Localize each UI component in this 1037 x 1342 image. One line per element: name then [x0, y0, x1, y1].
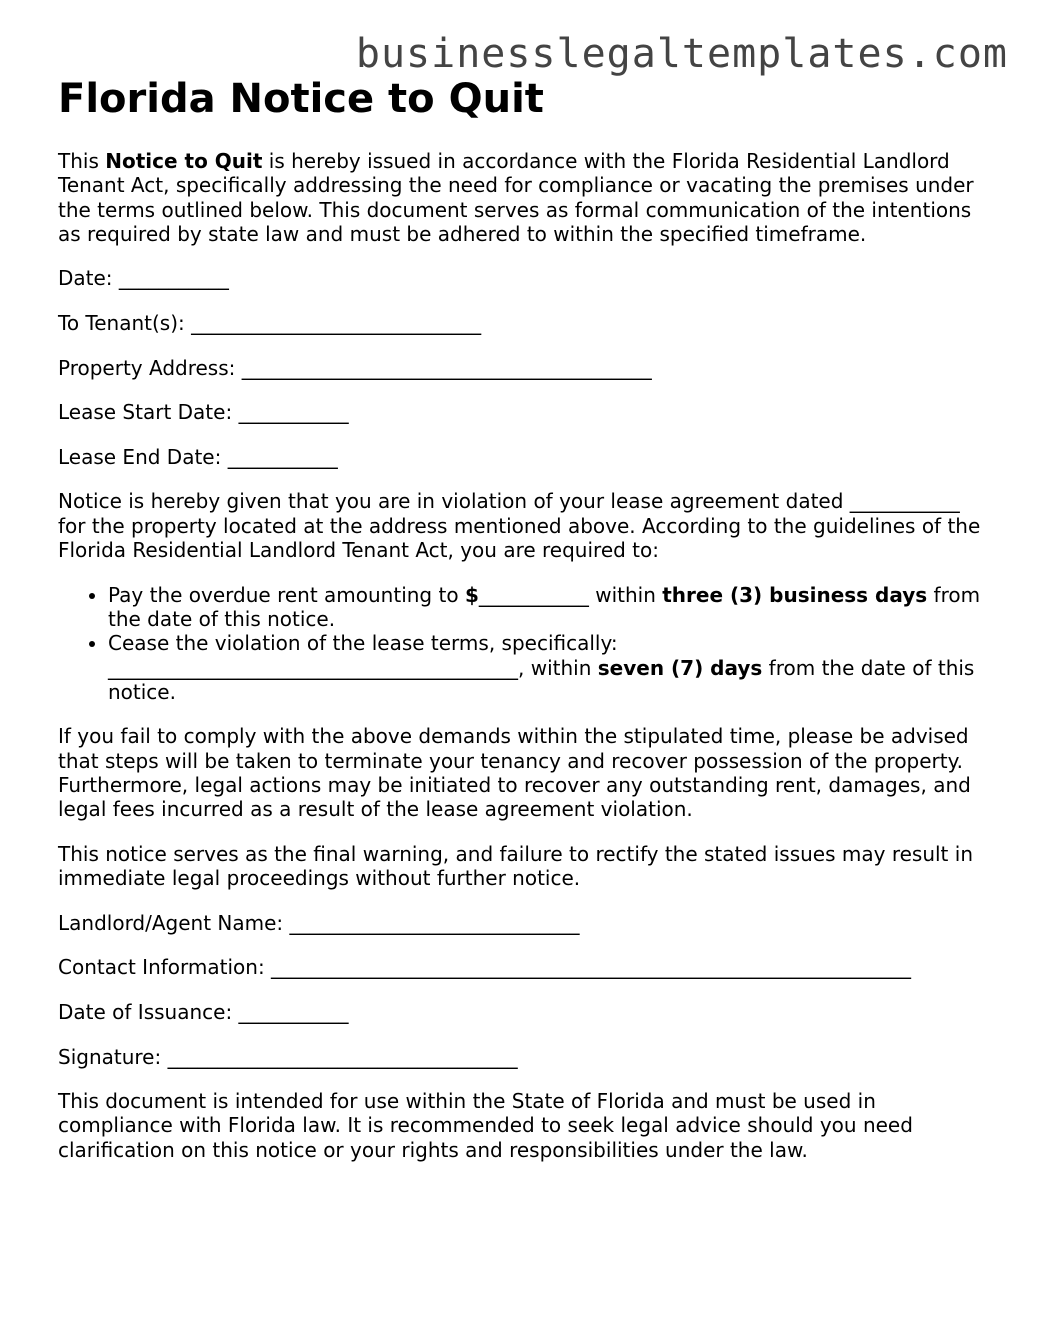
- field-label: Lease Start Date:: [58, 400, 233, 425]
- intro-bold-term: Notice to Quit: [105, 149, 263, 173]
- field-tenants: [58, 311, 988, 335]
- list-item-bold: seven (7) days: [597, 655, 763, 680]
- document-title: Florida Notice to Quit: [58, 76, 544, 122]
- field-label: Property Address:: [58, 355, 236, 380]
- field-blank: _________________________________________: [241, 355, 652, 380]
- list-item: [108, 631, 988, 704]
- field-label: To Tenant(s):: [58, 311, 185, 336]
- consequence-paragraph: If you fail to comply with the above demands within the stipulated time, please be advised that steps will be taken to terminate your tenancy and recover possession of the property. Furthermore, legal actions may be initiated to recover any outstanding rent, damages, and legal fees incurred as a result of the lease agreement violation.: [58, 724, 971, 822]
- field-blank: ___________: [118, 266, 229, 291]
- list-item-text: from the date of this notice.: [108, 582, 981, 631]
- field-label: Contact Information:: [58, 955, 265, 980]
- field-date-of-issuance: [58, 1000, 988, 1024]
- field-label: Landlord/Agent Name:: [58, 910, 284, 935]
- requirements-list: [58, 583, 988, 704]
- list-item-text: ___________ within: [478, 582, 663, 607]
- intro-paragraph: [58, 149, 988, 246]
- list-item: [108, 583, 988, 632]
- field-blank: ________________________________________________________________: [271, 955, 912, 980]
- field-blank: ___________________________________: [167, 1044, 518, 1069]
- intro-text: This: [58, 149, 106, 173]
- field-property-address: [58, 356, 988, 380]
- document-body: [58, 149, 988, 1182]
- list-item-bold: three (3) business days: [662, 582, 928, 607]
- list-item-text: Cease the violation of the lease terms, specifically: _________________________________________, within: [108, 631, 618, 680]
- field-lease-start-date: [58, 400, 988, 424]
- field-blank: ___________: [227, 444, 338, 469]
- watermark-text: businesslegaltemplates.com: [355, 31, 1008, 77]
- field-blank: _____________________________: [191, 311, 482, 336]
- field-landlord-agent-name: [58, 911, 988, 935]
- field-lease-end-date: [58, 445, 988, 469]
- field-blank: _____________________________: [289, 910, 580, 935]
- list-item-bold: $: [464, 582, 479, 607]
- disclaimer-paragraph: This document is intended for use within the State of Florida and must be used in compliance with Florida law. It is recommended to seek legal advice should you need clarification on this notice or your rights and responsibilities under the law.: [58, 1089, 913, 1162]
- field-label: Date of Issuance:: [58, 999, 233, 1024]
- intro-text-continued: is hereby issued in accordance with the Florida Residential Landlord Tenant Act, specifically addressing the need for compliance or vacating the premises under the terms outlined below. This document serves as formal communication of the intentions as required by state law and must be adhered to within the specified timeframe.: [58, 149, 974, 246]
- notice-paragraph: Notice is hereby given that you are in violation of your lease agreement dated ___________ for the property located at the address mentioned above. According to the guidelines of the Florida Residential Landlord Tenant Act, you are required to:: [58, 489, 981, 563]
- field-blank: ___________: [238, 999, 349, 1024]
- field-label: Date:: [58, 266, 113, 291]
- final-warning-paragraph: This notice serves as the final warning, and failure to rectify the stated issues may result in immediate legal proceedings without further notice.: [58, 841, 973, 891]
- field-label: Signature:: [58, 1044, 162, 1069]
- field-contact-information: [58, 955, 988, 979]
- field-date: [58, 266, 988, 290]
- field-label: Lease End Date:: [58, 444, 222, 469]
- field-signature: [58, 1045, 988, 1069]
- list-item-text: from the date of this notice.: [108, 655, 975, 704]
- list-item-text: Pay the overdue rent amounting to: [108, 582, 465, 607]
- field-blank: ___________: [238, 400, 349, 425]
